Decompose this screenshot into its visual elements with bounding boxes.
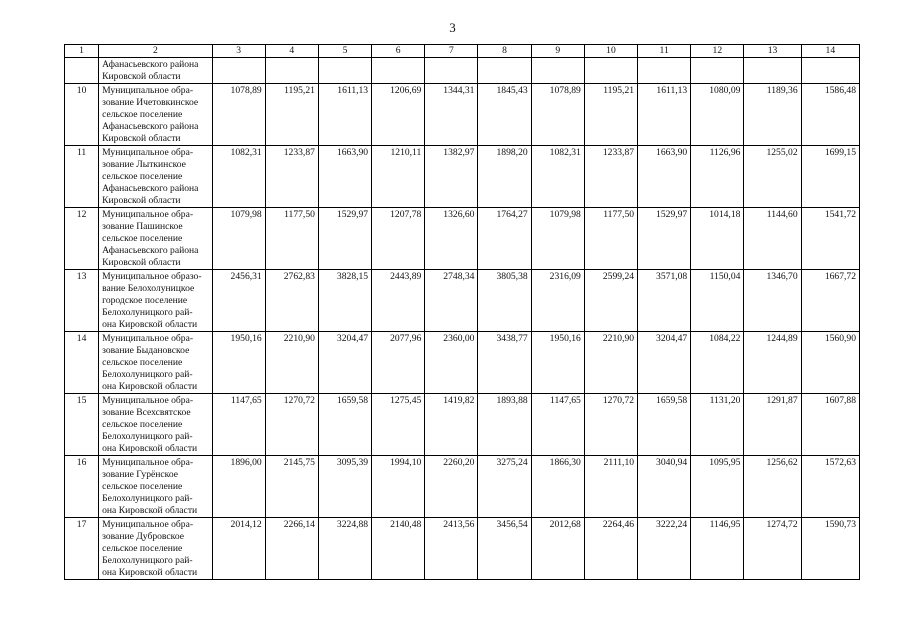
value-cell <box>531 58 584 84</box>
value-cell: 1845,43 <box>478 84 531 146</box>
value-cell: 2145,75 <box>265 456 318 518</box>
value-cell: 2210,90 <box>265 332 318 394</box>
value-cell: 1233,87 <box>584 146 637 208</box>
name-line: она Кировской области <box>102 443 198 454</box>
column-header: 3 <box>212 45 265 58</box>
value-cell: 1195,21 <box>584 84 637 146</box>
municipality-name-cell <box>99 84 212 146</box>
value-cell: 1131,20 <box>691 394 744 456</box>
row-number-cell: 10 <box>65 84 99 146</box>
name-line: зование Гурёнское <box>102 469 179 480</box>
value-cell: 3828,15 <box>318 270 371 332</box>
value-cell: 2210,90 <box>584 332 637 394</box>
value-cell: 1419,82 <box>425 394 478 456</box>
name-line: Муниципальное обра- <box>102 395 194 406</box>
municipality-name-cell <box>99 456 212 518</box>
column-header: 8 <box>478 45 531 58</box>
row-number-cell: 13 <box>65 270 99 332</box>
value-cell: 1126,96 <box>691 146 744 208</box>
value-cell <box>425 58 478 84</box>
value-cell: 1896,00 <box>212 456 265 518</box>
value-cell: 1590,73 <box>801 518 859 580</box>
row-number-cell: 17 <box>65 518 99 580</box>
name-line: Кировской области <box>102 195 181 206</box>
value-cell: 1233,87 <box>265 146 318 208</box>
municipality-name-cell <box>99 58 212 84</box>
name-line: вание Белохолуницкое <box>102 283 195 294</box>
value-cell: 1994,10 <box>372 456 425 518</box>
value-cell: 3204,47 <box>638 332 691 394</box>
page-number: 3 <box>449 20 456 35</box>
value-cell: 1256,62 <box>744 456 801 518</box>
row-number-cell: 16 <box>65 456 99 518</box>
value-cell: 2014,12 <box>212 518 265 580</box>
name-line: она Кировской области <box>102 505 198 516</box>
value-cell: 1529,97 <box>318 208 371 270</box>
value-cell: 1270,72 <box>265 394 318 456</box>
value-cell <box>265 58 318 84</box>
column-header: 10 <box>584 45 637 58</box>
name-line: она Кировской области <box>102 567 198 578</box>
value-cell: 1177,50 <box>265 208 318 270</box>
value-cell <box>478 58 531 84</box>
column-header: 6 <box>372 45 425 58</box>
name-line: сельское поселение <box>102 357 183 368</box>
name-line: сельское поселение <box>102 419 183 430</box>
value-cell: 2599,24 <box>584 270 637 332</box>
name-line: городское поселение <box>102 295 188 306</box>
column-header: 7 <box>425 45 478 58</box>
value-cell: 1244,89 <box>744 332 801 394</box>
municipality-name-cell <box>99 270 212 332</box>
value-cell: 3224,88 <box>318 518 371 580</box>
value-cell: 1147,65 <box>531 394 584 456</box>
value-cell <box>691 58 744 84</box>
value-cell: 1206,69 <box>372 84 425 146</box>
value-cell: 1078,89 <box>531 84 584 146</box>
value-cell: 1764,27 <box>478 208 531 270</box>
name-line: Афанасьевского района <box>102 245 199 256</box>
table-row <box>65 518 860 580</box>
value-cell: 1150,04 <box>691 270 744 332</box>
value-cell: 1898,20 <box>478 146 531 208</box>
name-line: Белохолуницкого рай- <box>102 493 193 504</box>
value-cell: 1146,95 <box>691 518 744 580</box>
value-cell: 2762,83 <box>265 270 318 332</box>
name-line: Муниципальное обра- <box>102 209 194 220</box>
table-row <box>65 332 860 394</box>
column-header: 13 <box>744 45 801 58</box>
value-cell: 2443,89 <box>372 270 425 332</box>
value-cell: 1541,72 <box>801 208 859 270</box>
value-cell <box>584 58 637 84</box>
value-cell <box>212 58 265 84</box>
value-cell: 3438,77 <box>478 332 531 394</box>
table-row <box>65 456 860 518</box>
value-cell <box>801 58 859 84</box>
column-header: 5 <box>318 45 371 58</box>
name-line: зование Пашинское <box>102 221 183 232</box>
value-cell: 1326,60 <box>425 208 478 270</box>
value-cell: 2077,96 <box>372 332 425 394</box>
name-line: Белохолуницкого рай- <box>102 555 193 566</box>
name-line: Белохолуницкого рай- <box>102 369 193 380</box>
name-line: сельское поселение <box>102 109 183 120</box>
value-cell: 3275,24 <box>478 456 531 518</box>
value-cell: 1866,30 <box>531 456 584 518</box>
value-cell: 1084,22 <box>691 332 744 394</box>
value-cell: 1663,90 <box>638 146 691 208</box>
name-line: она Кировской области <box>102 381 198 392</box>
municipality-name-cell <box>99 146 212 208</box>
name-line: сельское поселение <box>102 171 183 182</box>
value-cell: 2264,46 <box>584 518 637 580</box>
value-cell: 1611,13 <box>318 84 371 146</box>
name-line: зование Ичетовкинское <box>102 97 199 108</box>
name-line: сельское поселение <box>102 481 183 492</box>
value-cell: 1144,60 <box>744 208 801 270</box>
name-line: Белохолуницкого рай- <box>102 431 193 442</box>
value-cell: 2260,20 <box>425 456 478 518</box>
table-row <box>65 208 860 270</box>
name-line: зование Быдановское <box>102 345 190 356</box>
name-line: Афанасьевского района <box>102 121 199 132</box>
value-cell: 1275,45 <box>372 394 425 456</box>
value-cell: 1382,97 <box>425 146 478 208</box>
value-cell: 1659,58 <box>638 394 691 456</box>
name-line: Муниципальное обра- <box>102 147 194 158</box>
value-cell: 1586,48 <box>801 84 859 146</box>
name-line: Кировской области <box>102 133 181 144</box>
name-line: Муниципальное обра- <box>102 85 194 96</box>
value-cell <box>638 58 691 84</box>
value-cell: 1189,36 <box>744 84 801 146</box>
value-cell: 1079,98 <box>531 208 584 270</box>
row-number-cell: 12 <box>65 208 99 270</box>
value-cell: 1529,97 <box>638 208 691 270</box>
name-line: Муниципальное обра- <box>102 333 194 344</box>
column-header: 14 <box>801 45 859 58</box>
value-cell: 1659,58 <box>318 394 371 456</box>
column-header: 2 <box>99 45 212 58</box>
value-cell: 2012,68 <box>531 518 584 580</box>
value-cell: 1147,65 <box>212 394 265 456</box>
value-cell: 2748,34 <box>425 270 478 332</box>
value-cell: 2266,14 <box>265 518 318 580</box>
table-row <box>65 146 860 208</box>
value-cell: 1572,63 <box>801 456 859 518</box>
name-line: Кировской области <box>102 71 181 82</box>
name-line: зование Всехсвятское <box>102 407 191 418</box>
name-line: сельское поселение <box>102 233 183 244</box>
value-cell: 2456,31 <box>212 270 265 332</box>
value-cell: 3805,38 <box>478 270 531 332</box>
name-line: Кировской области <box>102 257 181 268</box>
value-cell: 1950,16 <box>212 332 265 394</box>
value-cell: 2316,09 <box>531 270 584 332</box>
name-line: Афанасьевского района <box>102 183 199 194</box>
value-cell: 1255,02 <box>744 146 801 208</box>
value-cell: 1079,98 <box>212 208 265 270</box>
value-cell: 1344,31 <box>425 84 478 146</box>
value-cell: 1663,90 <box>318 146 371 208</box>
table-row <box>65 58 860 84</box>
value-cell: 3204,47 <box>318 332 371 394</box>
row-number-cell: 14 <box>65 332 99 394</box>
municipality-name-cell <box>99 518 212 580</box>
row-number-cell <box>65 58 99 84</box>
value-cell: 1082,31 <box>531 146 584 208</box>
value-cell: 1274,72 <box>744 518 801 580</box>
column-header: 4 <box>265 45 318 58</box>
value-cell: 2111,10 <box>584 456 637 518</box>
name-line: сельское поселение <box>102 543 183 554</box>
value-cell: 1177,50 <box>584 208 637 270</box>
value-cell: 1210,11 <box>372 146 425 208</box>
value-cell: 1207,78 <box>372 208 425 270</box>
value-cell: 1078,89 <box>212 84 265 146</box>
name-line: Белохолуницкого рай- <box>102 307 193 318</box>
table-row <box>65 394 860 456</box>
value-cell: 3456,54 <box>478 518 531 580</box>
value-cell: 2413,56 <box>425 518 478 580</box>
value-cell: 1699,15 <box>801 146 859 208</box>
value-cell: 3040,94 <box>638 456 691 518</box>
value-cell: 1611,13 <box>638 84 691 146</box>
value-cell: 1014,18 <box>691 208 744 270</box>
name-line: Муниципальное обра- <box>102 519 194 530</box>
table-row <box>65 84 860 146</box>
value-cell: 3571,08 <box>638 270 691 332</box>
table-header-row <box>65 45 860 58</box>
row-number-cell: 11 <box>65 146 99 208</box>
value-cell: 1195,21 <box>265 84 318 146</box>
value-cell: 1270,72 <box>584 394 637 456</box>
value-cell: 1560,90 <box>801 332 859 394</box>
name-line: она Кировской области <box>102 319 198 330</box>
name-line: Муниципальное обра- <box>102 457 194 468</box>
name-line: зование Дубровское <box>102 531 185 542</box>
value-cell: 1950,16 <box>531 332 584 394</box>
data-table <box>64 44 860 580</box>
column-header: 1 <box>65 45 99 58</box>
value-cell: 1607,88 <box>801 394 859 456</box>
value-cell: 1667,72 <box>801 270 859 332</box>
column-header: 11 <box>638 45 691 58</box>
municipality-name-cell <box>99 394 212 456</box>
value-cell <box>318 58 371 84</box>
value-cell: 1080,09 <box>691 84 744 146</box>
name-line: Муниципальное образо- <box>102 271 202 282</box>
name-line: Афанасьевского района <box>102 59 199 70</box>
value-cell: 1095,95 <box>691 456 744 518</box>
name-line: зование Лыткинское <box>102 159 186 170</box>
column-header: 12 <box>691 45 744 58</box>
value-cell: 3095,39 <box>318 456 371 518</box>
municipality-name-cell <box>99 332 212 394</box>
municipality-name-cell <box>99 208 212 270</box>
value-cell: 1893,88 <box>478 394 531 456</box>
column-header: 9 <box>531 45 584 58</box>
value-cell <box>744 58 801 84</box>
row-number-cell: 15 <box>65 394 99 456</box>
value-cell <box>372 58 425 84</box>
value-cell: 2360,00 <box>425 332 478 394</box>
value-cell: 1291,87 <box>744 394 801 456</box>
value-cell: 1346,70 <box>744 270 801 332</box>
table-row <box>65 270 860 332</box>
value-cell: 3222,24 <box>638 518 691 580</box>
value-cell: 2140,48 <box>372 518 425 580</box>
value-cell: 1082,31 <box>212 146 265 208</box>
